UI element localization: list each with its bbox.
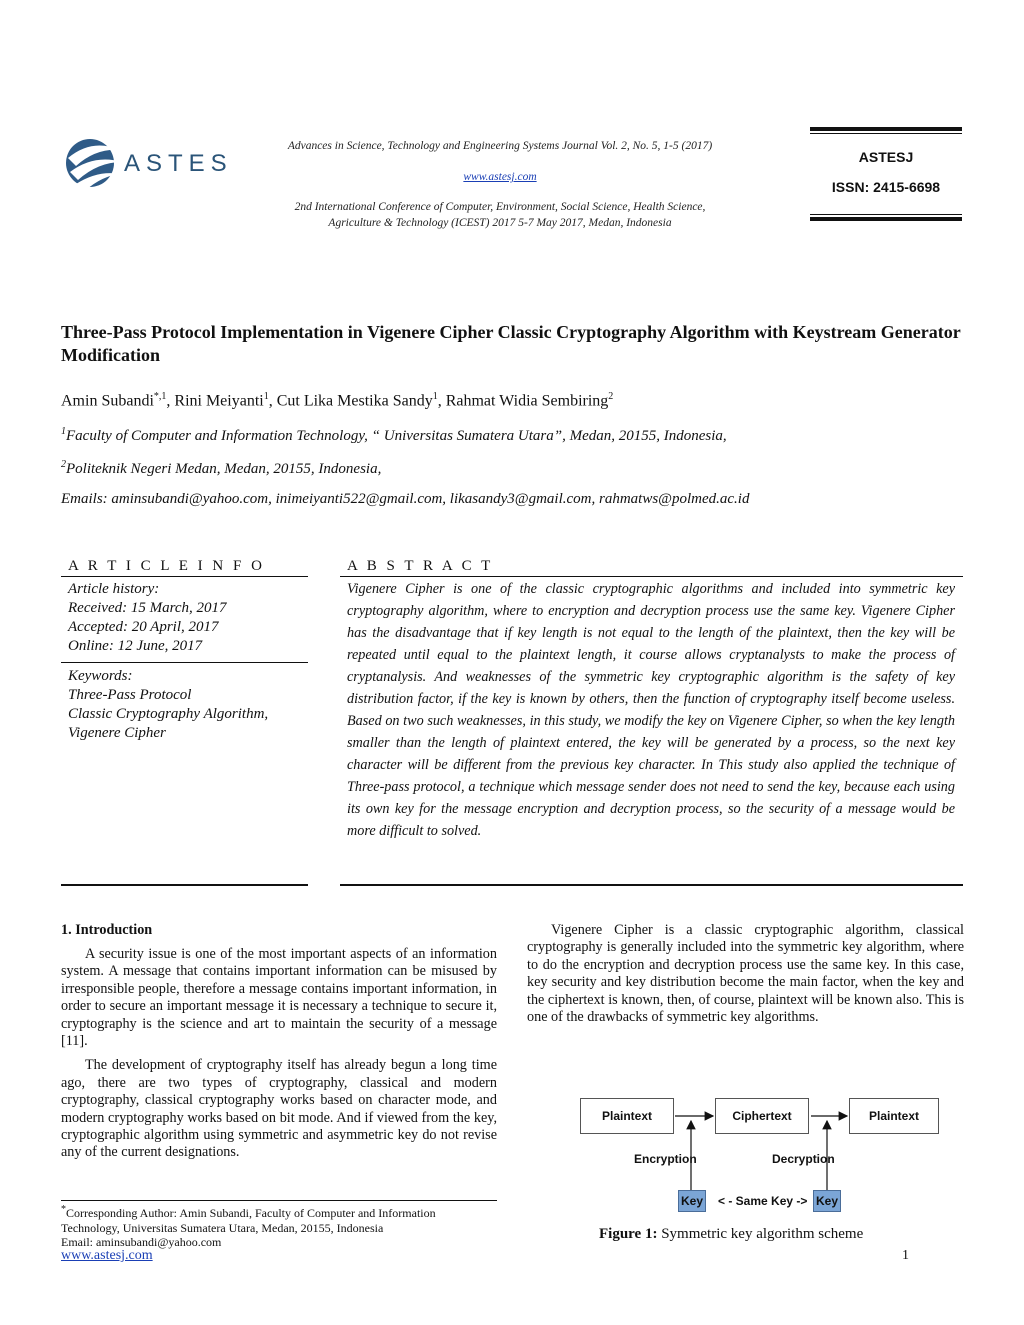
paragraph: The development of cryptography itself has already begun a long time ago, there are two types of cryptography, classical and modern cryptography, classical cryptography works based on character mode, and modern cryptography works based on bit mode. And if viewed from the key, cryptographic algorithm using symmetric and asymmetric key do not revise any of the current designations. xyxy=(61,1057,497,1161)
key-box-right: Key xyxy=(813,1190,841,1212)
article-info-rule-top xyxy=(61,576,308,577)
header-website-link[interactable]: www.astesj.com xyxy=(463,171,537,183)
key-box-left: Key xyxy=(678,1190,706,1212)
footnote-rule xyxy=(61,1200,497,1201)
encryption-label: Encryption xyxy=(634,1152,697,1166)
paragraph: A security issue is one of the most important aspects of an information system. A message that contains important information can be misused by irresponsible people, therefore a message contains important information, in order to secure an important message it is necessary a technique to secure it, cryptography is the science and art to maintain the security of a message [11]. xyxy=(61,946,497,1050)
issn-number: ISSN: 2415-6698 xyxy=(831,179,941,195)
author-emails: Emails: aminsubandi@yahoo.com, inimeiyanti522@gmail.com, likasandy3@gmail.com, rahmatws@polmed.ac.id xyxy=(61,491,750,507)
footnote xyxy=(61,1203,497,1250)
received-date: Received: 15 March, 2017 xyxy=(68,600,227,616)
astes-logo xyxy=(62,128,232,208)
figure-1-diagram xyxy=(575,1090,945,1220)
keyword: Vigenere Cipher xyxy=(68,725,166,741)
page-number: 1 xyxy=(902,1248,909,1263)
abstract-heading: A B S T R A C T xyxy=(347,558,494,574)
footnote-author: Corresponding Author: Amin Subandi, Faculty of Computer and Information Technology, Universitas Sumatera Utara, Medan, 20155, Indonesia xyxy=(61,1206,436,1235)
author-separator: , xyxy=(268,392,277,410)
keyword: Three-Pass Protocol xyxy=(68,687,192,703)
paper-title: Three-Pass Protocol Implementation in Vigenere Cipher Classic Cryptography Algorithm with Keystream Generator Modification xyxy=(61,322,961,365)
history-label: Article history: xyxy=(68,581,160,597)
logo-wordmark: ASTES xyxy=(124,150,233,177)
right-column xyxy=(527,922,964,1026)
section-heading: 1. Introduction xyxy=(61,922,153,938)
left-column xyxy=(61,946,497,1162)
author-name: Rahmat Widia Sembiring xyxy=(445,392,609,410)
figure-caption-label: Figure 1: xyxy=(599,1226,658,1242)
figure-caption xyxy=(599,1226,863,1243)
affiliation-2 xyxy=(61,459,961,478)
author-name: Rini Meiyanti xyxy=(174,392,264,410)
keyword: Classic Cryptography Algorithm, xyxy=(68,706,269,722)
keywords-label: Keywords: xyxy=(68,668,133,684)
author-sup: 1 xyxy=(432,391,438,402)
same-key-label: < - Same Key -> xyxy=(718,1194,808,1208)
affiliation-1 xyxy=(61,426,961,445)
abstract-text: Vigenere Cipher is one of the classic cryptographic algorithms and included into symmetric key cryptography algorithm, where to encryption and decryption process use the same key. Vigenere Cipher has the disadvantage that if key length is not equal to the length of the plaintext, then the key will be repeated until equal to the plaintext length, it course allows cryptanalysts to make the process of cryptanalysis. And weaknesses of the symmetric key cryptographic algorithm is the safety of key distribution factor, if the key is known by others, then the function of cryptography itself become useless. Based on two such weaknesses, in this study, we modify the key on Vigenere Cipher, so when the key length smaller than the length of plaintext entered, the key will be generated by a process, so the next key character will be different from the previous key character. In This study also applied the technique of Three-pass protocol, a technique which message sender does not need to send the key, because each using its own key for the message encryption and decryption process, so the security of a message would be more difficult to solved. xyxy=(347,581,955,839)
keywords-block xyxy=(68,667,308,743)
author-name: Amin Subandi xyxy=(61,392,154,410)
author-sup: *,1 xyxy=(153,391,167,402)
footnote-marker: * xyxy=(61,1204,66,1215)
plaintext-box-right: Plaintext xyxy=(849,1098,939,1134)
footer-website-link[interactable]: www.astesj.com xyxy=(61,1248,153,1263)
author-sup: 1 xyxy=(263,391,269,402)
author-list xyxy=(61,391,961,410)
affiliation-sup: 1 xyxy=(61,426,66,437)
journal-line: Advances in Science, Technology and Engineering Systems Journal Vol. 2, No. 5, 1-5 (2017) xyxy=(287,140,713,152)
article-info-rule-bottom xyxy=(61,884,308,886)
affiliation-text: Faculty of Computer and Information Technology, “ Universitas Sumatera Utara”, Medan, 20155, Indonesia, xyxy=(66,428,727,444)
decryption-label: Decryption xyxy=(772,1152,835,1166)
author-separator: , xyxy=(437,392,446,410)
paragraph: Vigenere Cipher is a classic cryptographic algorithm, classical cryptography is generally included into the symmetric key algorithm, where to do the encryption and decryption process use the same key. In this case, key security and key distribution become the main factor, when the key and the ciphertext is known, then, of course, plaintext will be known also. This is one of the drawbacks of symmetric key algorithms. xyxy=(527,922,964,1026)
article-history xyxy=(68,580,308,656)
figure-caption-text: Symmetric key algorithm scheme xyxy=(657,1226,864,1242)
author-name: Cut Lika Mestika Sandy xyxy=(276,392,433,410)
article-info-heading: A R T I C L E I N F O xyxy=(68,558,265,574)
affiliation-sup: 2 xyxy=(61,459,66,470)
astes-logo-swirl-icon xyxy=(62,128,124,198)
conference-line-2: Agriculture & Technology (ICEST) 2017 5-7 May 2017, Medan, Indonesia xyxy=(328,217,672,229)
footnote-email: Email: aminsubandi@yahoo.com xyxy=(61,1235,222,1249)
journal-abbrev: ASTESJ xyxy=(858,149,914,165)
abstract-rule-top xyxy=(340,576,963,577)
ciphertext-box: Ciphertext xyxy=(715,1098,809,1134)
conference-line-1: 2nd International Conference of Computer, Environment, Social Science, Health Science, xyxy=(294,201,706,213)
accepted-date: Accepted: 20 April, 2017 xyxy=(68,619,219,635)
abstract-rule-bottom xyxy=(340,884,963,886)
article-info-rule-mid xyxy=(61,662,308,663)
author-sup: 2 xyxy=(608,391,614,402)
online-date: Online: 12 June, 2017 xyxy=(68,638,203,654)
author-separator: , xyxy=(166,392,175,410)
plaintext-box-left: Plaintext xyxy=(580,1098,674,1134)
affiliation-text: Politeknik Negeri Medan, Medan, 20155, Indonesia, xyxy=(66,461,382,477)
issn-box xyxy=(810,127,962,221)
